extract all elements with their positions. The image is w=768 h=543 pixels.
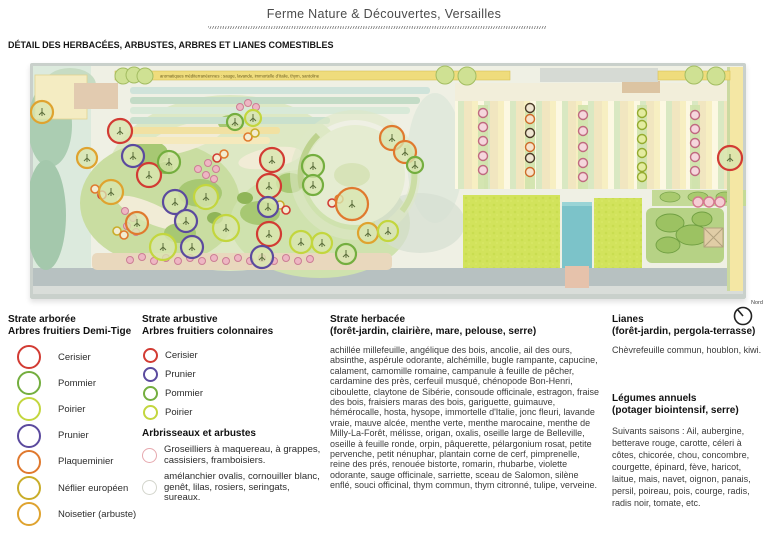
berry-bush-dot [127,257,134,264]
legend-item-pommier-colonnaire [142,384,322,403]
shrub-dot-plaqueminier [220,150,228,158]
columnar-tree-dot [638,135,647,144]
berry-bush-dot [307,256,314,263]
site-plan [30,63,746,299]
columnar-tree-dot [479,137,488,146]
columnar-tree-dot [638,109,647,118]
berry-bush-dot [175,258,182,265]
legend-item-amelanchier [142,472,322,504]
legend-herbacee-subtitle: (forêt-jardin, clairière, mare, pelouse, serre) [330,326,537,337]
amelanchier-circle-icon [142,480,157,495]
legend-item-pommier [8,370,138,396]
columnar-tree-dot [479,166,488,175]
legend-arboree-subtitle: Arbres fruitiers Demi-Tige [8,326,132,337]
columnar-tree-dot [526,115,535,124]
legend-arbrisseaux-title: Arbrisseaux et arbustes [142,428,256,439]
pommier-circle-icon [17,371,41,395]
cerisier-circle-icon [17,345,41,369]
poirier-small-circle-icon [143,405,158,420]
columnar-tree-dot [526,154,535,163]
columnar-tree-dot [638,149,647,158]
neflier-circle-icon [17,476,41,500]
columnar-tree-dot [526,143,535,152]
legend-item-cerisier-colonnaire [142,346,322,365]
berry-bush-dot [223,258,230,265]
berry-bush-dot [295,258,302,265]
prunier-circle-icon [17,424,41,448]
berry-bush-dot [283,255,290,262]
legumes-species-list: Suivants saisons : Ail, aubergine, betterave rouge, carotte, céleri à côtes, chicorée, chou, concombre, courgette, épinard, fève, haricot, laitue, mais, navet, oignon, panais, persil, poireau, pois, courge, radis, radis noir, tomate, etc. [612,426,751,508]
legend-strate-arboree [8,314,138,527]
legend-item-label: Pommier [58,377,97,389]
columnar-tree-dot [579,159,588,168]
page-subtitle: DÉTAIL DES HERBACÉES, ARBUSTES, ARBRES ET LIANES COMESTIBLES [8,40,334,50]
shrub-dot-plaqueminier [91,185,99,193]
aromatic-band-label: aromatiques méditerranéennes : sauge, lavande, immortelle d'Italie, thym, santoline [160,73,320,79]
shrub-dot-neflier [251,129,259,137]
columnar-tree-dot [638,121,647,130]
legend-item-prunier [8,423,138,449]
groseilliers-circle-icon [142,448,157,463]
page-title: Ferme Nature & Découvertes, Versailles [266,7,502,21]
legend-item-label: Cerisier [165,350,198,361]
legend-item-label: Prunier [58,430,89,442]
legend-item-label: Néflier européen [58,482,129,494]
legend-item-poirier [8,396,138,422]
shrub-dot-plaqueminier [120,231,128,239]
legend-legumes-title: Légumes annuels [612,393,697,404]
berry-bush-dot [213,166,220,173]
north-label: Nord [751,300,763,306]
columnar-tree-dot [691,167,700,176]
columnar-tree-dot [691,139,700,148]
noisetier-circle-icon [17,502,41,526]
berry-bush-dot [237,104,244,111]
decorative-squiggle [208,26,546,29]
berry-bush-dot [199,258,206,265]
legend-herbacee-title: Strate herbacée [330,314,406,325]
legend-item-groseilliers [142,445,322,466]
berry-bush-dot [203,172,210,179]
legend-arbustive-subtitle: Arbres fruitiers colonnaires [142,326,274,337]
berry-bush-dot [211,255,218,262]
columnar-tree-dot [579,173,588,182]
legend-item-label: Poirier [165,407,193,418]
legend-item-noisetier [8,501,138,527]
legend-item-label: Poirier [58,403,86,415]
legend-arboree-title: Strate arborée [8,314,76,325]
columnar-tree-dot [579,127,588,136]
legend-lianes-title: Lianes [612,314,644,325]
columnar-tree-dot [526,168,535,177]
legend-item-plaqueminier [8,449,138,475]
legend-strate-arbustive [142,314,322,504]
legend-item-prunier-colonnaire [142,365,322,384]
herbacee-species-list: achillée millefeuille, angélique des bois, ancolie, ail des ours, absinthe, aspérule odorante, alchémille, bugle rampante, capucine, calament, camomille romaine, campanule à feuille de pêcher, cardamine des près, cerfeuil musqué, chénopode Bon-Henri, ciboulette, claytone de Sibérie, consoude officinale, estragon, fraise des bois, fraisiers maras des bois, gariguette, guimauve, hémérocalle, hosta, hysope, immortelle d'Italie, jonc fleuri, lavande vraie, mauve alcée, menthe verte, menthe marocaine, menthe de Milly-La-Forêt, mélisse, origan, oxalis, oseille large de Belleville, oseille à feuille ronde, orpin, pâquerette, pélargonium rosat, petite pervenche, petit nénuphar, plantain corne de cerf, pimprenelle, reine des prés, renouée bistorte, romarin, rhubarbe, violette odorante, sauge officinale, sarriette, sceau de Salomon, silène enflé, souci officinal, thym commun, thym citronné, tulipe, verveine. [330,345,600,491]
lianes-species-list: Chèvrefeuille commun, houblon, kiwi. [612,345,762,355]
columnar-tree-dot [638,163,647,172]
compass-icon [725,297,767,331]
plaqueminier-circle-icon [17,450,41,474]
legend-legumes-subtitle: (potager biointensif, serre) [612,405,739,416]
columnar-tree-dot [638,173,647,182]
prunier-small-circle-icon [143,367,158,382]
berry-bush-dot [205,160,212,167]
columnar-tree-dot [479,152,488,161]
berry-bush-dot [195,166,202,173]
legend-item-label: Prunier [165,369,196,380]
plan-building-block [74,83,118,109]
legend-item-label: Noisetier (arbuste) [58,508,137,520]
columnar-tree-dot [526,129,535,138]
columnar-tree-dot [526,104,535,113]
berry-bush-dot [235,255,242,262]
columnar-tree-dot [479,109,488,118]
cerisier-small-circle-icon [143,348,158,363]
legend-item-label: amélanchier ovalis, cornouiller blanc, genêt, lilas, rosiers, seringats, sureaux. [164,471,320,503]
columnar-tree-dot [579,143,588,152]
berry-bush-dot [245,100,252,107]
legend-item-cerisier [8,344,138,370]
columnar-tree-dot [691,153,700,162]
compass [725,297,767,336]
legend-lianes-subtitle: (forêt-jardin, pergola-terrasse) [612,326,756,337]
legend-item-poirier-colonnaire [142,403,322,422]
legend-item-label: Cerisier [58,351,91,363]
columnar-tree-dot [691,125,700,134]
legend-arbustive-title: Strate arbustive [142,314,218,325]
legend-item-label: Groseilliers à maquereau, à grappes, cassisiers, framboisiers. [164,444,321,466]
legend-item-label: Pommier [165,388,204,399]
legend-item-neflier [8,475,138,501]
poirier-circle-icon [17,397,41,421]
berry-bush-dot [139,254,146,261]
legend-strate-herbacee [330,314,602,491]
columnar-tree-dot [479,123,488,132]
columnar-tree-dot [691,111,700,120]
legend-legumes [612,393,764,509]
site-plan-drawing [30,63,746,299]
berry-bush-dot [122,208,129,215]
berry-bush-dot [211,176,218,183]
pommier-small-circle-icon [143,386,158,401]
legend-item-label: Plaqueminier [58,456,114,468]
shrub-dot-cerisier [282,206,290,214]
columnar-tree-dot [579,111,588,120]
